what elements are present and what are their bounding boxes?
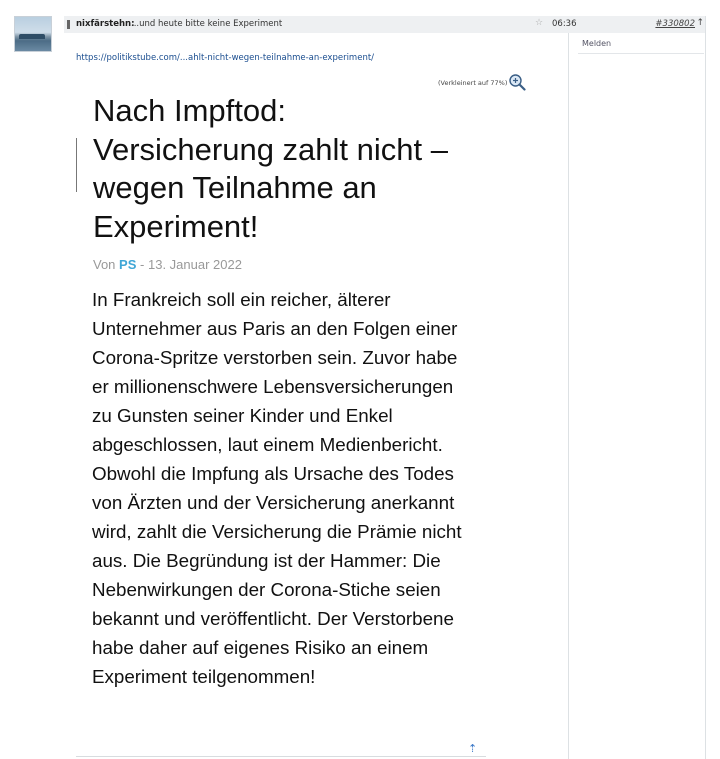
post-time: 06:36 — [552, 19, 577, 29]
image-bottom-border — [76, 756, 486, 757]
article-meta — [93, 257, 242, 272]
zoom-status: (Verkleinert auf 77%) — [438, 79, 508, 87]
post-marker — [67, 20, 70, 29]
article-title: Nach Impftod: Versicherung zahlt nicht – wegen Teilnahme an Experiment! — [93, 93, 448, 244]
star-icon[interactable]: ☆ — [535, 18, 544, 28]
text-cursor-icon: ⇡ — [468, 742, 478, 755]
post-subject[interactable]: ...und heute bitte keine Experiment — [131, 19, 283, 29]
zoom-in-icon[interactable] — [508, 73, 526, 91]
post-id-link[interactable]: #330802 — [655, 19, 695, 29]
meta-separator: - — [140, 257, 145, 272]
article-author[interactable]: PS — [119, 257, 137, 272]
post-username[interactable]: nixfärstehn: — [76, 19, 135, 29]
quote-bar — [76, 138, 77, 192]
article-date: 13. Januar 2022 — [147, 257, 242, 272]
right-edge — [705, 16, 706, 759]
article-url-link[interactable]: https://politikstube.com/...ahlt-nicht-wegen-teilnahme-an-experiment/ — [76, 53, 375, 63]
column-divider — [568, 33, 569, 759]
sidebar-divider — [578, 53, 704, 54]
arrow-up-icon[interactable]: ↑ — [696, 18, 704, 28]
meta-prefix: Von — [93, 257, 116, 272]
report-link[interactable]: Melden — [582, 39, 612, 48]
user-avatar[interactable] — [14, 16, 52, 52]
article-body: In Frankreich soll ein reicher, älterer Unternehmer aus Paris an den Folgen einer Corona-Spritze verstorben sein. Zuvor habe er millionenschwere Lebensversicherungen zu Gunsten seiner Kinder und Enkel abgeschlossen, laut einem Medienbericht. Obwohl die Impfung als Ursache des Todes von Ärzten und der Versicherung anerkannt wird, zahlt die Versicherung die Prämie nicht aus. Die Begründung ist der Hammer: Die Nebenwirkungen der Corona-Stiche seien bekannt und veröffentlicht. Der Verstorbene habe daher auf eigenes Risiko an einem Experiment teilgenommen! — [92, 289, 462, 687]
post-header — [64, 16, 705, 33]
